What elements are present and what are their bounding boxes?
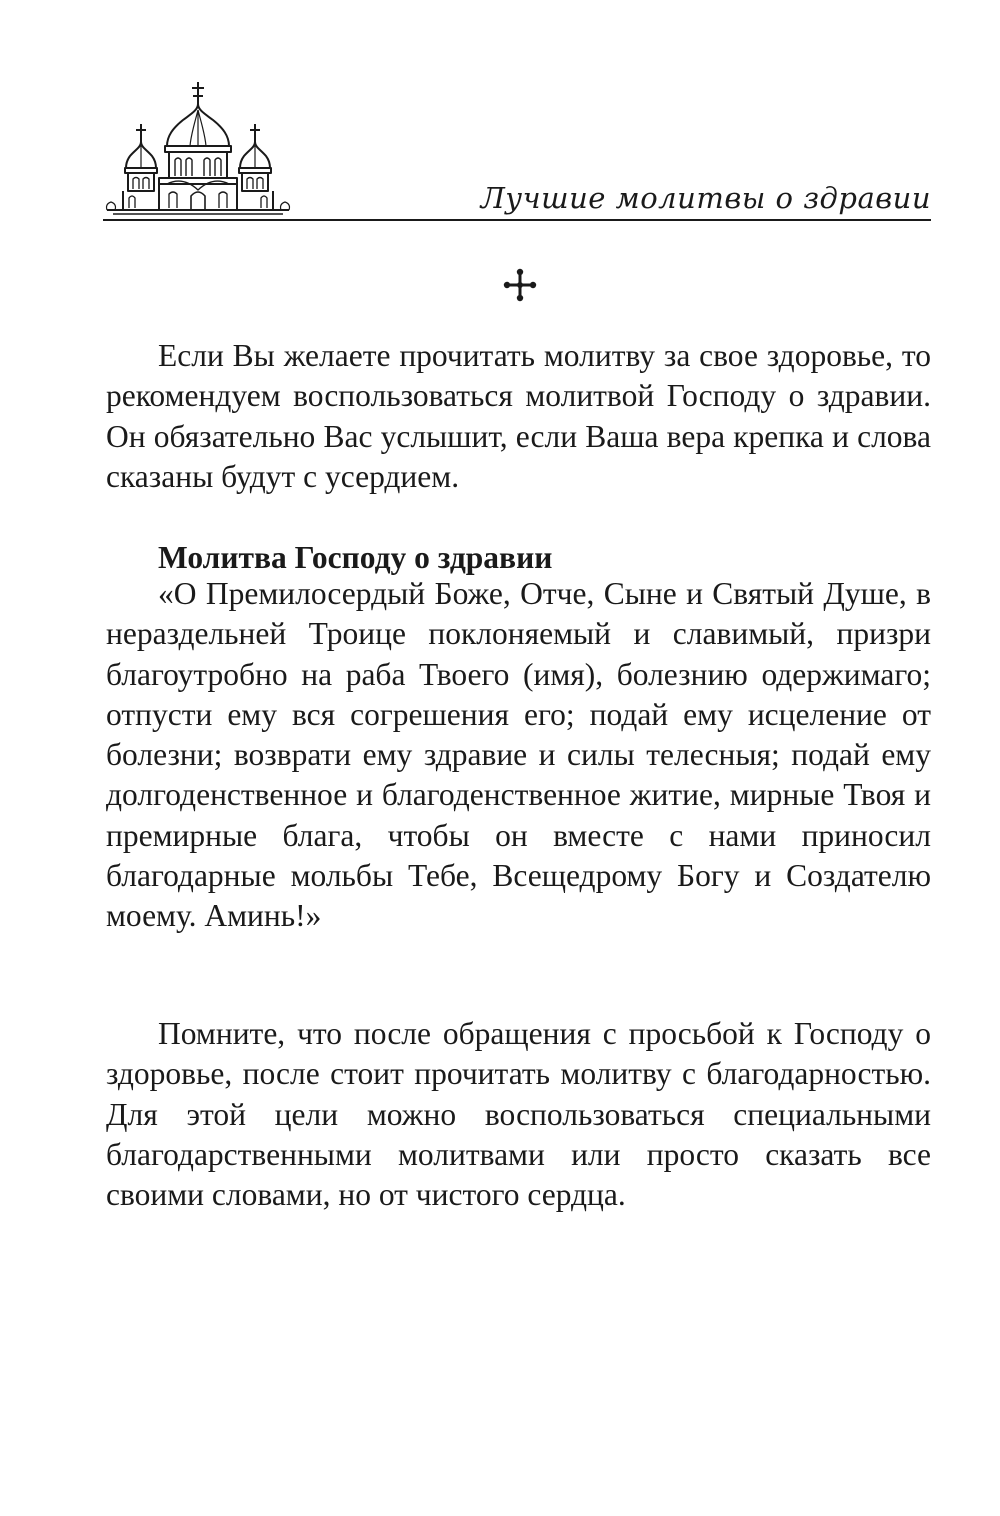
closing-paragraph: Помните, что после обращения с просьбой к Господу о здоровье, после стоит прочитать молитву с благодарностью. Для этой цели можно воспользоваться специальными благодарственными молитвами или просто сказать все своими словами, но от чистого сердца. [106,1016,931,1213]
cathedral-illustration [103,80,293,222]
running-title: Лучшие молитвы о здравии [480,181,931,215]
header-rule [103,219,931,221]
intro-paragraph: Если Вы желаете прочитать молитву за свое здоровье, то рекомендуем воспользоваться молитвой Господу о здравии. Он обязательно Вас услышит, если Ваша вера крепка и слова сказаны будут с усердием. [106,338,931,494]
cross-ornament-icon [503,268,537,302]
page-header [103,80,931,224]
prayer-text: «О Премилосердый Боже, Отче, Сыне и Святый Душе, в нераздельней Троице поклоняемый и славимый, призри благоутробно на раба Твоего (имя), болезнию одержимаго; отпусти ему вся согрешения его; подай ему исцеление от болезни; возврати ему здравие и силы телесныя; подай ему долгоденственное и благоденственное житие, мирные Твоя и премирные блага, чтобы он вместе с нами приносил благодарные мольбы Тебе, Всещедрому Богу и Создателю моему. Аминь!» [106,576,931,934]
prayer-heading: Молитва Господу о здравии [158,540,553,575]
